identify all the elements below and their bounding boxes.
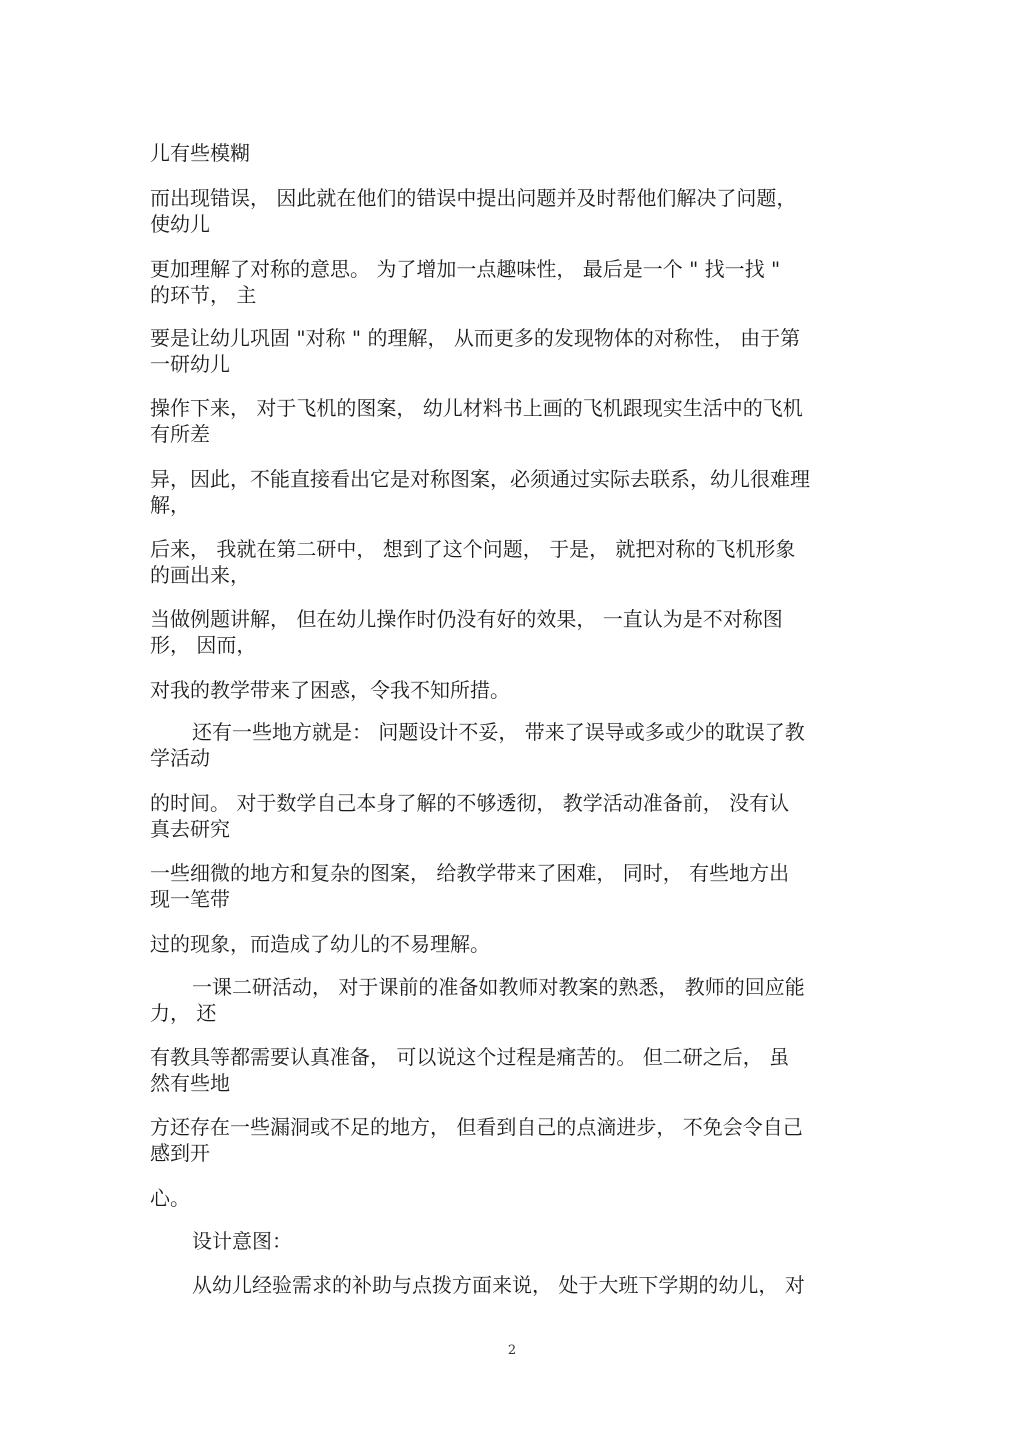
text-line: 操作下来， 对于飞机的图案， 幼儿材料书上画的飞机跟现实生活中的飞机 [150, 396, 803, 420]
text-line: 有教具等都需要认真准备， 可以说这个过程是痛苦的。 但二研之后， 虽 [150, 1045, 790, 1069]
text-line: 真去研究 [150, 817, 230, 841]
paragraph-start-line: 一课二研活动， 对于课前的准备如教师对教案的熟悉， 教师的回应能 [192, 975, 805, 999]
paragraph-start-line: 还有一些地方就是： 问题设计不妥， 带来了误导或多或少的耽误了教 [192, 720, 805, 744]
text-line: 的环节， 主 [150, 283, 257, 307]
text-line: 方还存在一些漏洞或不足的地方， 但看到自己的点滴进步， 不免会令自己 [150, 1115, 803, 1139]
text-line: 的时间。 对于数学自己本身了解的不够透彻， 教学活动准备前， 没有认 [150, 791, 790, 815]
page-number: 2 [507, 1343, 517, 1358]
text-line: 一些细微的地方和复杂的图案， 给教学带来了困难， 同时， 有些地方出 [150, 861, 790, 885]
text-line: 现一笔带 [150, 887, 230, 911]
text-line: 后来， 我就在第二研中， 想到了这个问题， 于是， 就把对称的飞机形象 [150, 537, 796, 561]
text-line: 的画出来， [150, 563, 250, 587]
text-line: 儿有些模糊 [150, 141, 250, 165]
text-line: 使幼儿 [150, 212, 210, 236]
text-line: 要是让幼儿巩固 "对称 " 的理解， 从而更多的发现物体的对称性， 由于第 [150, 326, 801, 350]
section-heading: 设计意图： [192, 1229, 292, 1253]
paragraph-start-line: 从幼儿经验需求的补助与点拨方面来说， 处于大班下学期的幼儿， 对 [192, 1273, 805, 1297]
text-line: 过的现象，而造成了幼儿的不易理解。 [150, 932, 490, 956]
text-line: 感到开 [150, 1141, 210, 1165]
text-line: 形， 因而， [150, 633, 257, 657]
text-line: 当做例题讲解， 但在幼儿操作时仍没有好的效果， 一直认为是不对称图 [150, 607, 783, 631]
text-line: 然有些地 [150, 1071, 230, 1095]
text-line: 学活动 [150, 746, 210, 770]
text-line: 对我的教学带来了困惑，令我不知所措。 [150, 678, 510, 702]
text-line: 解， [150, 493, 190, 517]
text-line: 异，因此，不能直接看出它是对称图案，必须通过实际去联系，幼儿很难理 [150, 467, 810, 491]
text-line: 有所差 [150, 422, 210, 446]
text-line: 而出现错误， 因此就在他们的错误中提出问题并及时帮他们解决了问题， [150, 186, 797, 210]
text-line: 一研幼儿 [150, 352, 230, 376]
text-line: 力， 还 [150, 1001, 217, 1025]
text-line: 更加理解了对称的意思。 为了增加一点趣味性， 最后是一个 " 找一找 " [150, 257, 781, 281]
text-line: 心。 [150, 1186, 190, 1210]
